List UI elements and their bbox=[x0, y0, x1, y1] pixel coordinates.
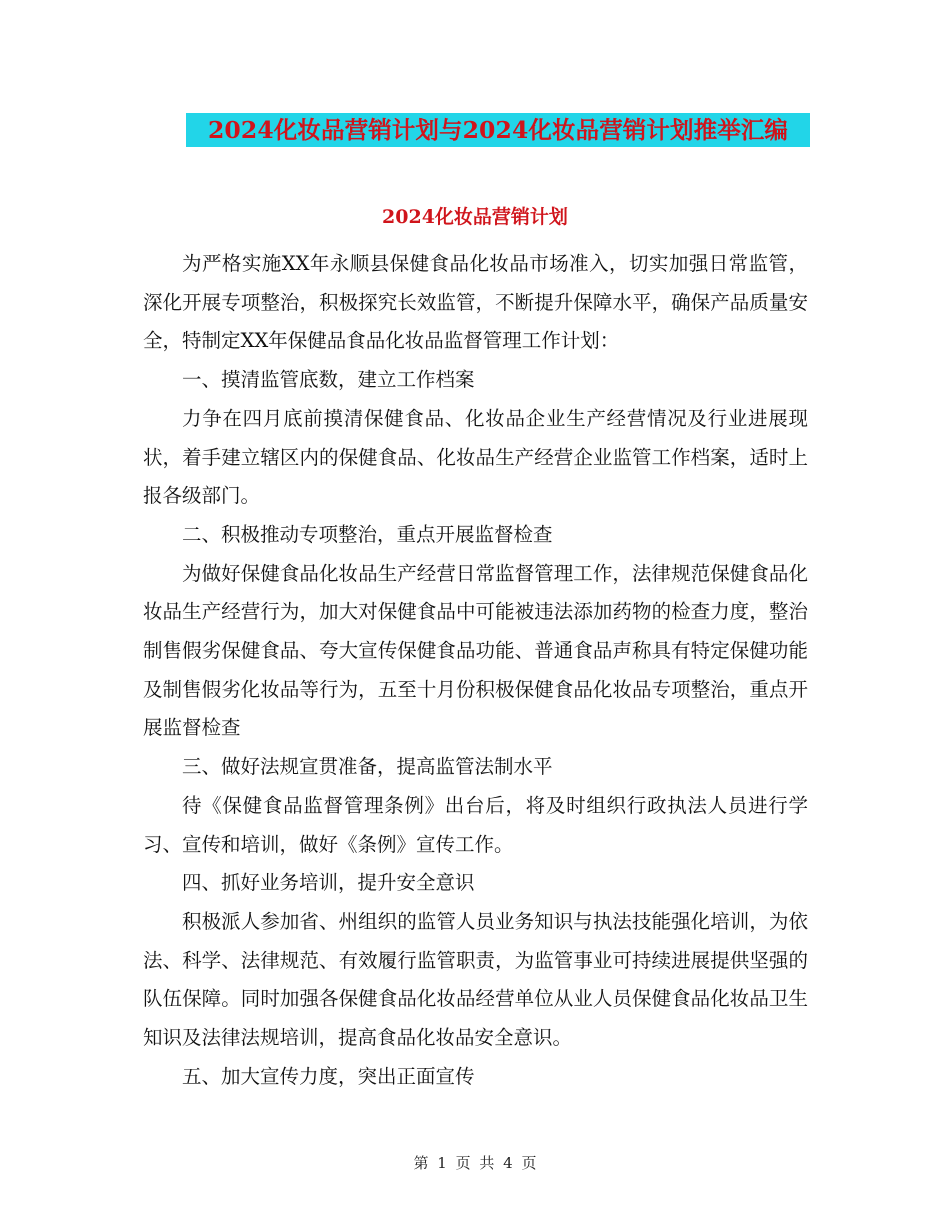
paragraph: 三、做好法规宣贯准备，提高监管法制水平 bbox=[182, 755, 553, 779]
paragraph: 五、加大宣传力度，突出正面宣传 bbox=[182, 1064, 475, 1088]
document-title: 2024化妆品营销计划与2024化妆品营销计划推举汇编 bbox=[186, 113, 810, 147]
paragraph: 为做好保健食品化妆品生产经营日常监督管理工作，法律规范保健食品化妆品生产经营行为，加大对保健食品中可能被违法添加药物的检查力度，整治制售假劣保健食品、夸大宣传保健食品功能、普通食品声称具有特定保健功能及制售假劣化妆品等行为，五至十月份积极保健食品化妆品专项整治，重点开展监督检查 bbox=[143, 561, 808, 740]
paragraph: 四、抓好业务培训，提升安全意识 bbox=[182, 871, 475, 895]
paragraph: 力争在四月底前摸清保健食品、化妆品企业生产经营情况及行业进展现状，着手建立辖区内的保健食品、化妆品生产经营企业监管工作档案，适时上报各级部门。 bbox=[143, 406, 808, 508]
paragraph: 待《保健食品监督管理条例》出台后，将及时组织行政执法人员进行学习、宣传和培训，做好《条例》宣传工作。 bbox=[143, 793, 808, 856]
section-title: 2024化妆品营销计划 bbox=[382, 206, 568, 228]
document-body bbox=[143, 245, 808, 1096]
page-footer: 第 1 页 共 4 页 bbox=[413, 1154, 537, 1172]
paragraph: 一、摸清监管底数，建立工作档案 bbox=[182, 368, 475, 392]
paragraph: 积极派人参加省、州组织的监管人员业务知识与执法技能强化培训，为依法、科学、法律规范、有效履行监管职责，为监管事业可持续进展提供坚强的队伍保障。同时加强各保健食品化妆品经营单位从业人员保健食品化妆品卫生知识及法律法规培训，提高食品化妆品安全意识。 bbox=[143, 909, 808, 1050]
paragraph: 为严格实施XX年永顺县保健食品化妆品市场准入，切实加强日常监管，深化开展专项整治，积极探究长效监管，不断提升保障水平，确保产品质量安全，特制定XX年保健品食品化妆品监督管理工作计划： bbox=[143, 252, 808, 353]
paragraph: 二、积极推动专项整治，重点开展监督检查 bbox=[182, 522, 553, 546]
